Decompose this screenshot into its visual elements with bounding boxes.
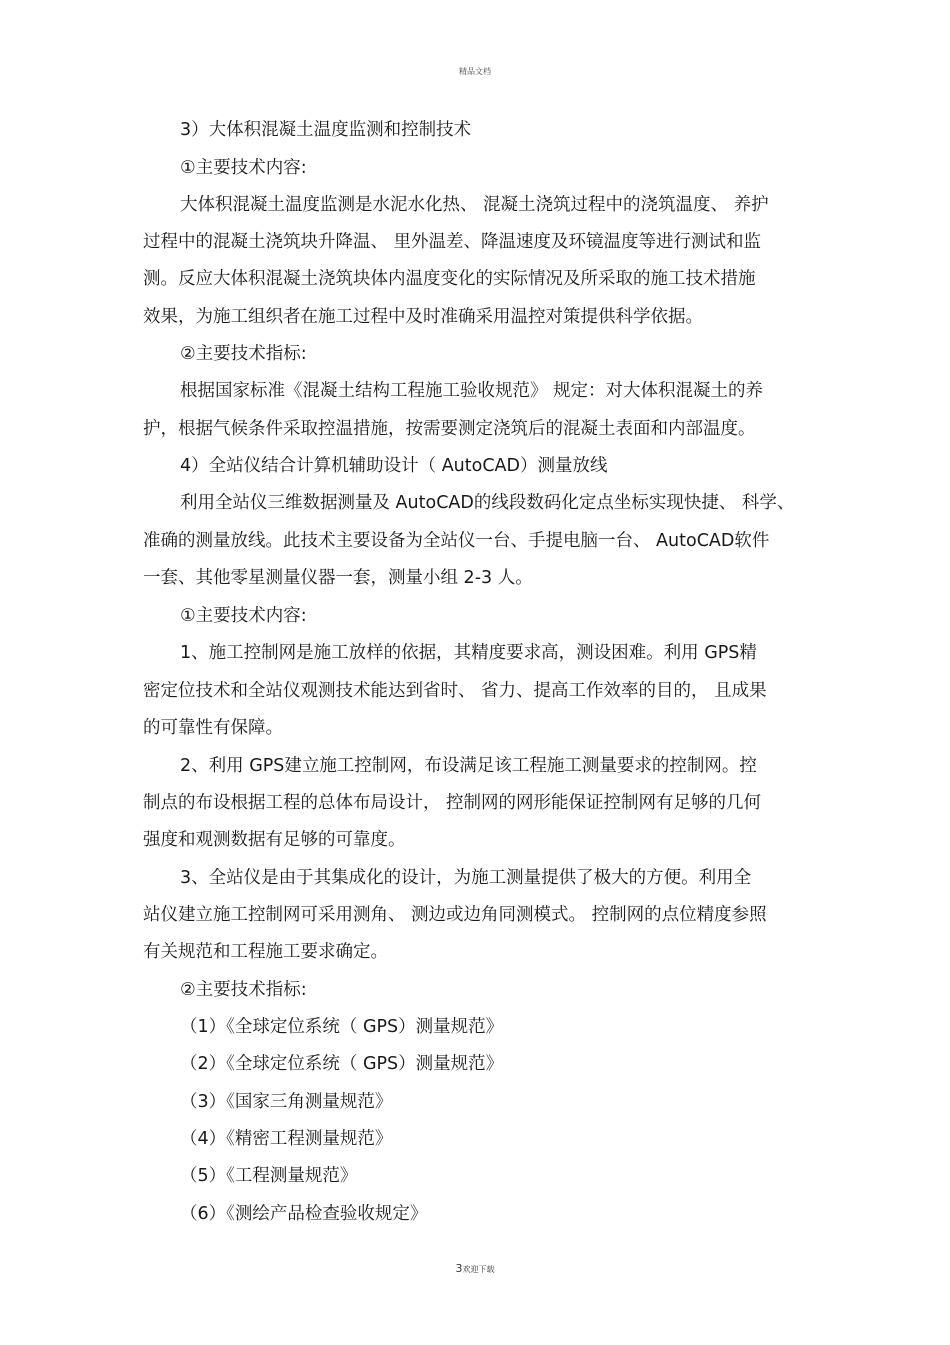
paragraph-line: 测。反应大体积混凝土浇筑块体内温度变化的实际情况及所采取的施工技术措施 — [143, 269, 756, 289]
paragraph-line: 3、全站仪是由于其集成化的设计，为施工测量提供了极大的方便。利用全 — [180, 868, 752, 888]
paragraph-line: 准确的测量放线。此技术主要设备为全站仪一台、手提电脑一台、 AutoCAD软件 — [143, 531, 770, 551]
list-item: （4）《精密工程测量规范》 — [180, 1129, 393, 1149]
paragraph-line: 站仪建立施工控制网可采用测角、 测边或边角同测模式。 控制网的点位精度参照 — [143, 905, 767, 925]
subheading: ①主要技术内容: — [180, 606, 307, 626]
paragraph-line: 的可靠性有保障。 — [143, 718, 283, 738]
paragraph-line: 利用全站仪三维数据测量及 AutoCAD的线段数码化定点坐标实现快捷、 科学、 — [180, 493, 795, 513]
paragraph-line: 1、施工控制网是施工放样的依据，其精度要求高，测设困难。利用 GPS精 — [180, 643, 757, 663]
paragraph-line: 一套、其他零星测量仪器一套，测量小组 2-3 人。 — [143, 568, 533, 588]
list-item: （2）《全球定位系统（ GPS）测量规范》 — [180, 1054, 504, 1074]
list-item: （1）《全球定位系统（ GPS）测量规范》 — [180, 1017, 504, 1037]
subheading: ②主要技术指标: — [180, 344, 307, 364]
paragraph-line: 效果，为施工组织者在施工过程中及时准确采用温控对策提供科学依据。 — [143, 307, 703, 327]
list-item: （3）《国家三角测量规范》 — [180, 1092, 393, 1112]
section-heading: 4）全站仪结合计算机辅助设计（ AutoCAD）测量放线 — [180, 456, 608, 476]
paragraph-line: 强度和观测数据有足够的可靠度。 — [143, 830, 406, 850]
paragraph-line: 大体积混凝土温度监测是水泥水化热、 混凝土浇筑过程中的浇筑温度、 养护 — [180, 195, 769, 215]
page-header: 精品文档 — [459, 67, 491, 76]
subheading: ①主要技术内容: — [180, 158, 307, 178]
paragraph-line: 制点的布设根据工程的总体布局设计， 控制网的网形能保证控制网有足够的几何 — [143, 793, 762, 813]
paragraph-line: 有关规范和工程施工要求确定。 — [143, 942, 388, 962]
paragraph-line: 根据国家标准《混凝土结构工程施工验收规范》 规定：对大体积混凝土的养 — [180, 381, 764, 401]
paragraph-line: 过程中的混凝土浇筑块升降温、 里外温差、降温速度及环镜温度等进行测试和监 — [143, 232, 762, 252]
paragraph-line: 2、利用 GPS建立施工控制网，布设满足该工程施工测量要求的控制网。控 — [180, 756, 757, 776]
page-footer — [0, 1262, 950, 1275]
footer-text: 欢迎下载 — [462, 1265, 495, 1274]
section-heading: 3）大体积混凝土温度监测和控制技术 — [180, 120, 472, 140]
subheading: ②主要技术指标: — [180, 980, 307, 1000]
page-number: 3 — [455, 1262, 463, 1275]
paragraph-line: 密定位技术和全站仪观测技术能达到省时、 省力、提高工作效率的目的， 且成果 — [143, 681, 767, 701]
list-item: （6）《测绘产品检查验收规定》 — [180, 1204, 428, 1224]
list-item: （5）《工程测量规范》 — [180, 1166, 358, 1186]
paragraph-line: 护，根据气候条件采取控温措施，按需要测定浇筑后的混凝土表面和内部温度。 — [143, 419, 756, 439]
